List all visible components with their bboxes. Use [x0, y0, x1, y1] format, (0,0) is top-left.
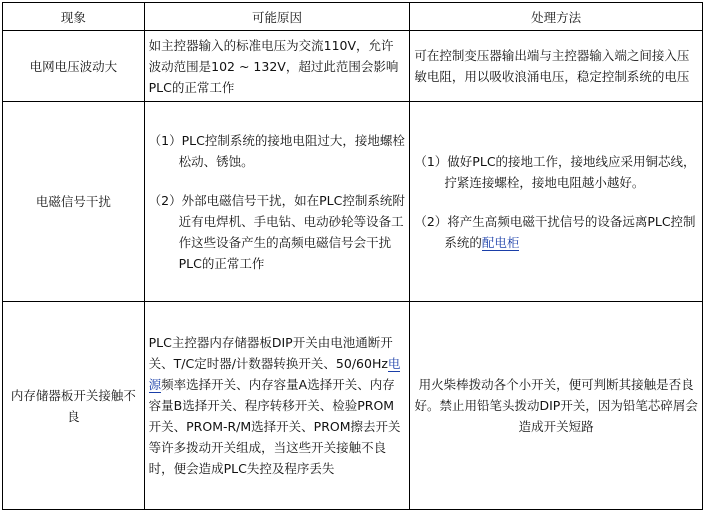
table-row — [3, 302, 703, 510]
fix-cell: 可在控制变压器输出端与主控器输入端之间接入压敏电阻，用以吸收浪涌电压，稳定控制系统的电压 — [410, 31, 703, 102]
header-symptom: 现象 — [3, 3, 145, 31]
header-cause: 可能原因 — [144, 3, 410, 31]
header-fix: 处理方法 — [410, 3, 703, 31]
cause-cell: 如主控器输入的标准电压为交流110V，允许波动范围是102 ~ 132V，超过此范围会影响PLC的正常工作 — [144, 31, 410, 102]
symptom-cell: 内存储器板开关接触不良 — [3, 302, 145, 510]
cause-cell — [144, 302, 410, 510]
table-header-row — [3, 3, 703, 31]
cause-item: （2）外部电磁信号干扰，如在PLC控制系统附近有电焊机、手电钻、电动砂轮等设备工作这些设备产生的高频电磁信号会干扰PLC的正常工作 — [148, 192, 405, 271]
cause-text: PLC主控器内存储器板DIP开关由电池通断开关、T/C定时器/计数器转换开关、50/60Hz — [148, 335, 393, 371]
plc-fault-table — [2, 2, 703, 510]
fix-cell — [410, 102, 703, 302]
distribution-cabinet-link[interactable]: 配电柜 — [481, 234, 520, 250]
cause-cell — [144, 102, 410, 302]
fix-cell: 用火柴棒拨动各个小开关，便可判断其接触是否良好。禁止用铅笔头拨动DIP开关，因为铅笔芯碎屑会造成开关短路 — [410, 302, 703, 510]
symptom-cell: 电网电压波动大 — [3, 31, 145, 102]
cause-item: （1）PLC控制系统的接地电阻过大，接地螺栓松动、锈蚀。 — [148, 132, 405, 169]
cause-text: 频率选择开关、内存容量A选择开关、内存容量B选择开关、程序转移开关、检验PROM开关、PROM-R/M选择开关、PROM擦去开关等许多拨动开关组成，当这些开关接触不良时，便会造成PLC失控及程序丢失 — [148, 377, 401, 476]
power-supply-link[interactable]: 电源 — [148, 356, 401, 392]
fix-item-text: （2）将产生高频电磁干扰信号的设备远离PLC控制系统的 — [414, 213, 696, 250]
table-row — [3, 31, 703, 102]
fix-item — [414, 211, 698, 253]
table-row — [3, 102, 703, 302]
symptom-cell: 电磁信号干扰 — [3, 102, 145, 302]
fix-item: （1）做好PLC的接地工作，接地线应采用铜芯线，拧紧连接螺栓，接地电阻越小越好。 — [414, 153, 696, 190]
